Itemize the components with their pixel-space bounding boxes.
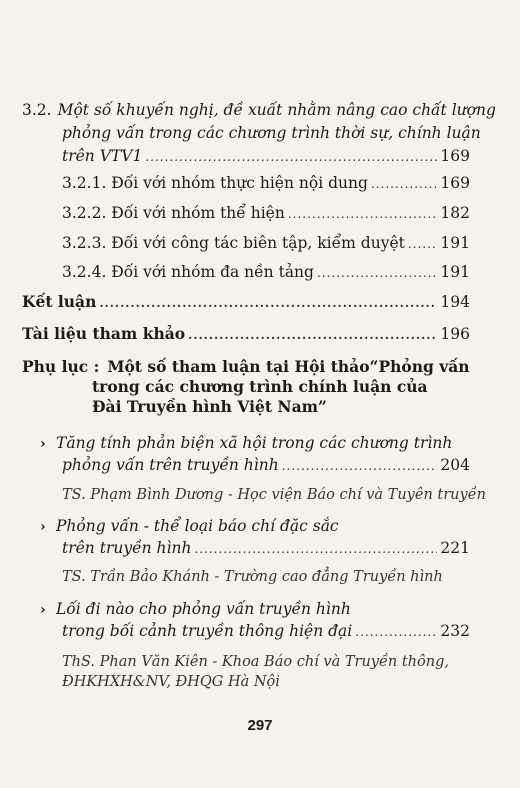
leader-dots bbox=[145, 147, 437, 167]
appendix-title-2: trong các chương trình chính luận của bbox=[92, 377, 428, 396]
toc-paper-2-line2 bbox=[62, 538, 470, 559]
toc-entry-3-2-3 bbox=[62, 233, 470, 254]
leader-dots bbox=[188, 325, 437, 345]
toc-entry-label: 3.2.1. Đối với nhóm thực hiện nội dung bbox=[62, 174, 368, 192]
toc-entry-label: 3.2.2. Đối với nhóm thể hiện bbox=[62, 204, 285, 222]
toc-appendix-line2 bbox=[92, 377, 428, 397]
appendix-label: Phụ lục : bbox=[22, 357, 100, 376]
toc-entry-conclusion bbox=[22, 292, 470, 313]
leader-dots bbox=[282, 456, 438, 476]
page-ref: 194 bbox=[440, 293, 470, 311]
paper-title: Lối đi nào cho phỏng vấn truyền hình bbox=[56, 600, 351, 618]
toc-paper-2-line1 bbox=[40, 516, 339, 537]
author-line: ThS. Phan Văn Kiên - Khoa Báo chí và Truyền thông, bbox=[62, 654, 449, 670]
toc-entry-3-2-1 bbox=[62, 173, 470, 194]
toc-entry-label: 3.2.3. Đối với công tác biên tập, kiểm duyệt bbox=[62, 234, 405, 252]
toc-appendix-line1 bbox=[22, 357, 470, 377]
paper-3-author-line2 bbox=[62, 672, 280, 692]
toc-heading-3-2-text-3: trên VTV1 bbox=[62, 147, 143, 165]
appendix-title: Một số tham luận tại Hội thảo“Phỏng vấn bbox=[107, 357, 470, 376]
toc-appendix-line3 bbox=[92, 397, 327, 417]
leader-dots bbox=[371, 174, 438, 194]
paper-2-author bbox=[62, 567, 443, 587]
paper-3-author-line1 bbox=[62, 652, 449, 672]
author-line: TS. Trần Bảo Khánh - Trường cao đẳng Truyền hình bbox=[62, 569, 443, 585]
paper-1-author bbox=[62, 485, 486, 505]
page-ref: 191 bbox=[440, 263, 470, 281]
page-number: 297 bbox=[247, 717, 273, 734]
leader-dots bbox=[194, 539, 437, 559]
toc-heading-3-2-number: 3.2. bbox=[22, 101, 52, 119]
page-ref: 221 bbox=[440, 539, 470, 557]
page-ref: 169 bbox=[440, 174, 470, 192]
page-ref: 169 bbox=[440, 147, 470, 165]
toc-paper-3-line1 bbox=[40, 599, 351, 620]
leader-dots bbox=[317, 263, 437, 283]
paper-title: Phỏng vấn - thể loại báo chí đặc sắc bbox=[56, 517, 339, 535]
author-line-2: ĐHKHXH&NV, ĐHQG Hà Nội bbox=[62, 674, 280, 690]
toc-entry-label: Kết luận bbox=[22, 292, 97, 311]
toc-heading-3-2-line2 bbox=[62, 123, 481, 143]
chevron-right-icon: › bbox=[40, 436, 46, 452]
chevron-right-icon: › bbox=[40, 602, 46, 618]
paper-title: Tăng tính phản biện xã hội trong các chương trình bbox=[56, 434, 453, 452]
toc-entry-label: 3.2.4. Đối với nhóm đa nền tảng bbox=[62, 263, 314, 281]
toc-entry-3-2-4 bbox=[62, 262, 470, 283]
page-ref: 182 bbox=[440, 204, 470, 222]
leader-dots bbox=[288, 204, 438, 224]
leader-dots bbox=[408, 234, 438, 254]
paper-title-2: trên truyền hình bbox=[62, 539, 192, 557]
page-ref: 232 bbox=[440, 622, 470, 640]
page-ref: 191 bbox=[440, 234, 470, 252]
toc-paper-1-line1 bbox=[40, 433, 452, 454]
toc-entry-references bbox=[22, 324, 470, 345]
toc-heading-3-2-text-2: phỏng vấn trong các chương trình thời sự, chính luận bbox=[62, 124, 481, 142]
page-ref: 196 bbox=[440, 325, 470, 343]
paper-title-2: trong bối cảnh truyền thông hiện đại bbox=[62, 622, 353, 640]
toc-paper-1-line2 bbox=[62, 455, 470, 476]
toc-entry-label: Tài liệu tham khảo bbox=[22, 324, 186, 343]
toc-paper-3-line2 bbox=[62, 621, 470, 642]
toc-heading-3-2-line1 bbox=[22, 100, 496, 120]
paper-title-2: phỏng vấn trên truyền hình bbox=[62, 456, 279, 474]
chevron-right-icon: › bbox=[40, 519, 46, 535]
toc-heading-3-2-text: Một số khuyến nghị, đề xuất nhằm nâng cao chất lượng bbox=[57, 101, 496, 119]
leader-dots bbox=[355, 622, 437, 642]
page-ref: 204 bbox=[440, 456, 470, 474]
author-line: TS. Phạm Bình Dương - Học viện Báo chí và Tuyên truyền bbox=[62, 487, 486, 503]
toc-entry-3-2-2 bbox=[62, 203, 470, 224]
appendix-title-3: Đài Truyền hình Việt Nam” bbox=[92, 397, 327, 416]
leader-dots bbox=[99, 293, 437, 313]
toc-entry-3-2 bbox=[62, 146, 470, 167]
